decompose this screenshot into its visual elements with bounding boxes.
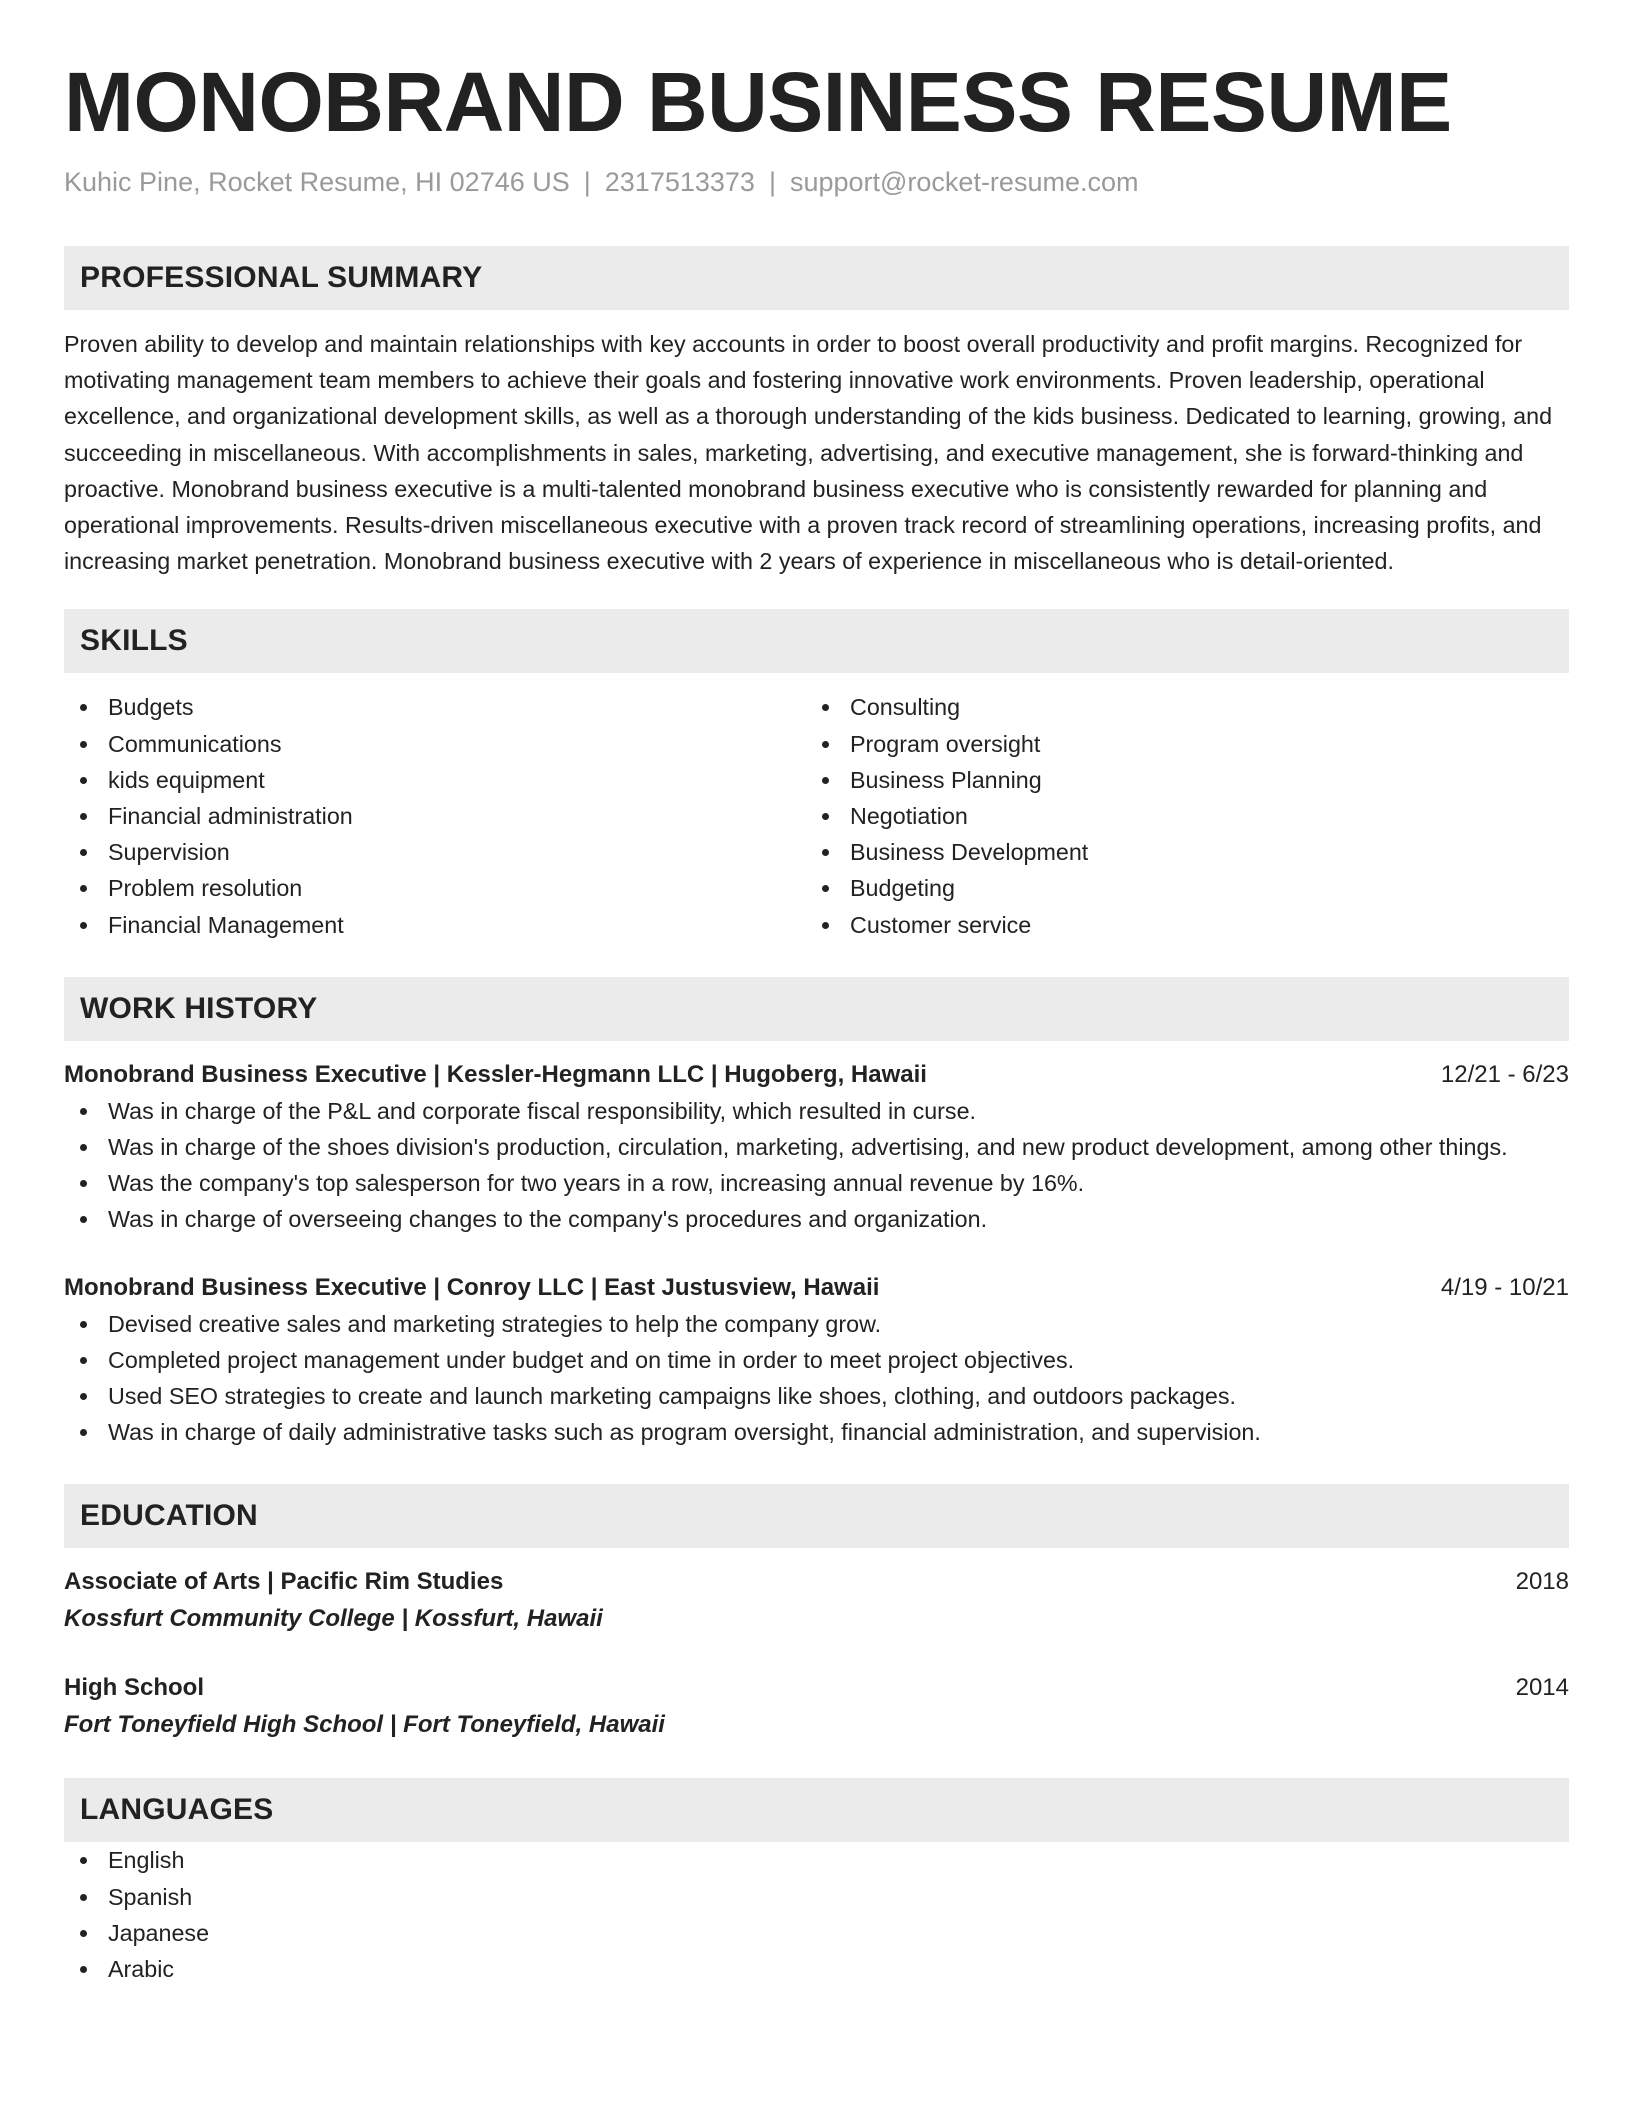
skill-item: Business Planning: [806, 762, 1548, 798]
skill-item: Consulting: [806, 689, 1548, 725]
section-heading-skills: SKILLS: [64, 609, 1569, 673]
skills-list: [64, 689, 1569, 942]
contact-address: Kuhic Pine, Rocket Resume, HI 02746 US: [64, 167, 570, 197]
job-dates: 12/21 - 6/23: [1440, 1060, 1569, 1088]
resume-name: MONOBRAND BUSINESS RESUME: [64, 55, 1452, 149]
summary-text: Proven ability to develop and maintain relationships with key accounts in order to boost overall productivity and profit margins. Recognized for motivating management team members to achieve their goals and fostering innovative work environments. Proven leadership, operational excellence, and organizational development skills, as well as a thorough understanding of the kids business. Dedicated to learning, growing, and succeeding in miscellaneous. With accomplishments in sales, marketing, advertising, and executive management, she is forward-thinking and proactive. Monobrand business executive is a multi-talented monobrand business executive who is consistently rewarded for planning and operational improvements. Results-driven miscellaneous executive with a proven track record of streamlining operations, increasing profits, and increasing market penetration. Monobrand business executive with 2 years of experience in miscellaneous who is detail-oriented.: [64, 331, 1553, 575]
education-header: [64, 1564, 1569, 1600]
job-header: [64, 1270, 1569, 1306]
contact-separator: |: [583, 167, 591, 197]
skill-item: Negotiation: [806, 798, 1548, 834]
section-heading-languages: LANGUAGES: [64, 1778, 1569, 1842]
skills-column-left: [64, 689, 806, 942]
language-item: Spanish: [64, 1879, 1569, 1915]
skill-item: Program oversight: [806, 726, 1548, 762]
education-header: [64, 1670, 1569, 1706]
skill-item: Problem resolution: [64, 870, 806, 906]
job-bullets: [64, 1093, 1569, 1238]
education-school: Fort Toneyfield High School | Fort Toneyfield, Hawaii: [64, 1711, 665, 1739]
job-bullet: Was the company's top salesperson for two years in a row, increasing annual revenue by 16%.: [64, 1165, 1569, 1201]
contact-email: support@rocket-resume.com: [789, 167, 1139, 197]
contact-line: [64, 164, 1569, 200]
section-heading-work-history: WORK HISTORY: [64, 977, 1569, 1041]
job-title: Monobrand Business Executive | Kessler-Hegmann LLC | Hugoberg, Hawaii: [64, 1060, 927, 1088]
section-heading-education: EDUCATION: [64, 1484, 1569, 1548]
skill-item: Customer service: [806, 907, 1548, 943]
job-entry: [64, 1270, 1569, 1451]
job-dates: 4/19 - 10/21: [1440, 1273, 1569, 1301]
job-entry: [64, 1057, 1569, 1238]
skill-item: Financial administration: [64, 798, 806, 834]
language-item: Arabic: [64, 1951, 1569, 1987]
skill-item: Budgeting: [806, 870, 1548, 906]
skill-item: Supervision: [64, 834, 806, 870]
skill-item: Communications: [64, 726, 806, 762]
education-degree: Associate of Arts | Pacific Rim Studies: [64, 1568, 504, 1596]
job-title: Monobrand Business Executive | Conroy LLC | East Justusview, Hawaii: [64, 1273, 880, 1301]
education-year: 2014: [1515, 1674, 1569, 1702]
job-bullet: Devised creative sales and marketing strategies to help the company grow.: [64, 1306, 1569, 1342]
job-bullet: Was in charge of overseeing changes to the company's procedures and organization.: [64, 1201, 1569, 1237]
job-header: [64, 1057, 1569, 1093]
job-bullet: Used SEO strategies to create and launch marketing campaigns like shoes, clothing, and outdoors packages.: [64, 1378, 1569, 1414]
skill-item: Financial Management: [64, 907, 806, 943]
language-item: Japanese: [64, 1915, 1569, 1951]
resume-page: [64, 52, 1569, 1987]
language-item: English: [64, 1842, 1569, 1878]
job-bullet: Was in charge of the P&L and corporate fiscal responsibility, which resulted in curse.: [64, 1093, 1569, 1129]
skill-item: kids equipment: [64, 762, 806, 798]
job-bullet: Was in charge of daily administrative tasks such as program oversight, financial administration, and supervision.: [64, 1414, 1569, 1450]
job-bullet: Completed project management under budget and on time in order to meet project objectives.: [64, 1342, 1569, 1378]
contact-separator: |: [768, 167, 776, 197]
languages-list: [64, 1842, 1569, 1987]
contact-phone: 2317513373: [604, 167, 755, 197]
education-school: Kossfurt Community College | Kossfurt, Hawaii: [64, 1605, 603, 1633]
skill-item: Business Development: [806, 834, 1548, 870]
education-entry: [64, 1670, 1569, 1744]
skills-column-right: [806, 689, 1548, 942]
education-entry: [64, 1564, 1569, 1638]
section-heading-summary: PROFESSIONAL SUMMARY: [64, 246, 1569, 310]
education-year: 2018: [1515, 1568, 1569, 1596]
job-bullet: Was in charge of the shoes division's production, circulation, marketing, advertising, and new product development, among other things.: [64, 1129, 1569, 1165]
skill-item: Budgets: [64, 689, 806, 725]
job-bullets: [64, 1306, 1569, 1451]
education-degree: High School: [64, 1674, 204, 1702]
